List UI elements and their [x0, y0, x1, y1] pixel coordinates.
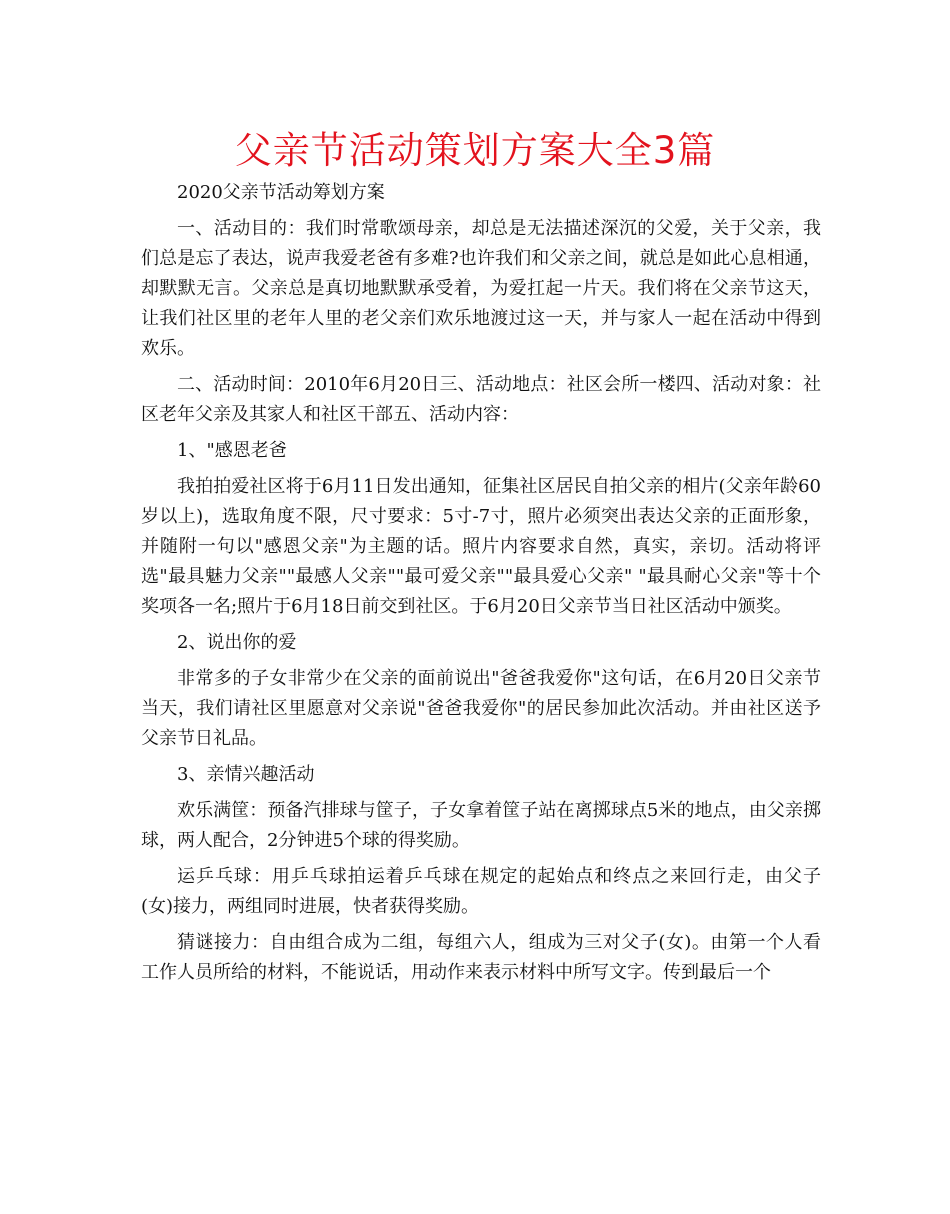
heading-say-love: 2、说出你的爱 [177, 632, 297, 653]
heading-thank-dad: 1、"感恩老爸 [177, 440, 287, 461]
subtitle-paragraph: 2020父亲节活动筹划方案 [177, 182, 385, 203]
paragraph-basket-game: 欢乐满筐：预备汽排球与筐子，子女拿着筐子站在离掷球点5米的地点，由父亲掷球，两人配合，2分钟进5个球的得奖励。 [141, 800, 821, 851]
paragraph-purpose: 一、活动目的：我们时常歌颂母亲，却总是无法描述深沉的父爱，关于父亲，我们总是忘了表达，说声我爱老爸有多难?也许我们和父亲之间，就总是如此心息相通，却默默无言。父亲总是真切地默默承受着，为爱扛起一片天。我们将在父亲节这天，让我们社区里的老年人里的老父亲们欢乐地渡过这一天，并与家人一起在活动中得到欢乐。 [141, 218, 821, 359]
heading-family-games: 3、亲情兴趣活动 [177, 764, 315, 785]
paragraph-pingpong-game: 运乒乓球：用乒乓球拍运着乒乓球在规定的起始点和终点之来回行走，由父子(女)接力，两组同时进展，快者获得奖励。 [141, 866, 821, 917]
paragraph-photo-contest: 我拍拍爱社区将于6月11日发出通知，征集社区居民自拍父亲的相片(父亲年龄60岁以上)，选取角度不限，尺寸要求：5寸-7寸，照片必须突出表达父亲的正面形象，并随附一句以"感恩父亲"为主题的话。照片内容要求自然，真实，亲切。活动将评选"最具魅力父亲""最感人父亲""最可爱父亲""最具爱心父亲" "最具耐心父亲"等十个奖项各一名;照片于6月18日前交到社区。于6月20日父亲节当日社区活动中颁奖。 [141, 476, 821, 617]
paragraph-say-love: 非常多的子女非常少在父亲的面前说出"爸爸我爱你"这句话，在6月20日父亲节当天，我们请社区里愿意对父亲说"爸爸我爱你"的居民参加此次活动。并由社区送予父亲节日礼品。 [141, 668, 821, 749]
paragraph-riddle-relay: 猜谜接力：自由组合成为二组，每组六人，组成为三对父子(女)。由第一个人看工作人员所给的材料，不能说话，用动作来表示材料中所写文字。传到最后一个 [141, 932, 821, 983]
document-body [141, 178, 821, 988]
paragraph-time-location: 二、活动时间：2010年6月20日三、活动地点：社区会所一楼四、活动对象：社区老年父亲及其家人和社区干部五、活动内容： [141, 374, 821, 425]
document-title: 父亲节活动策划方案大全3篇 [234, 129, 716, 172]
